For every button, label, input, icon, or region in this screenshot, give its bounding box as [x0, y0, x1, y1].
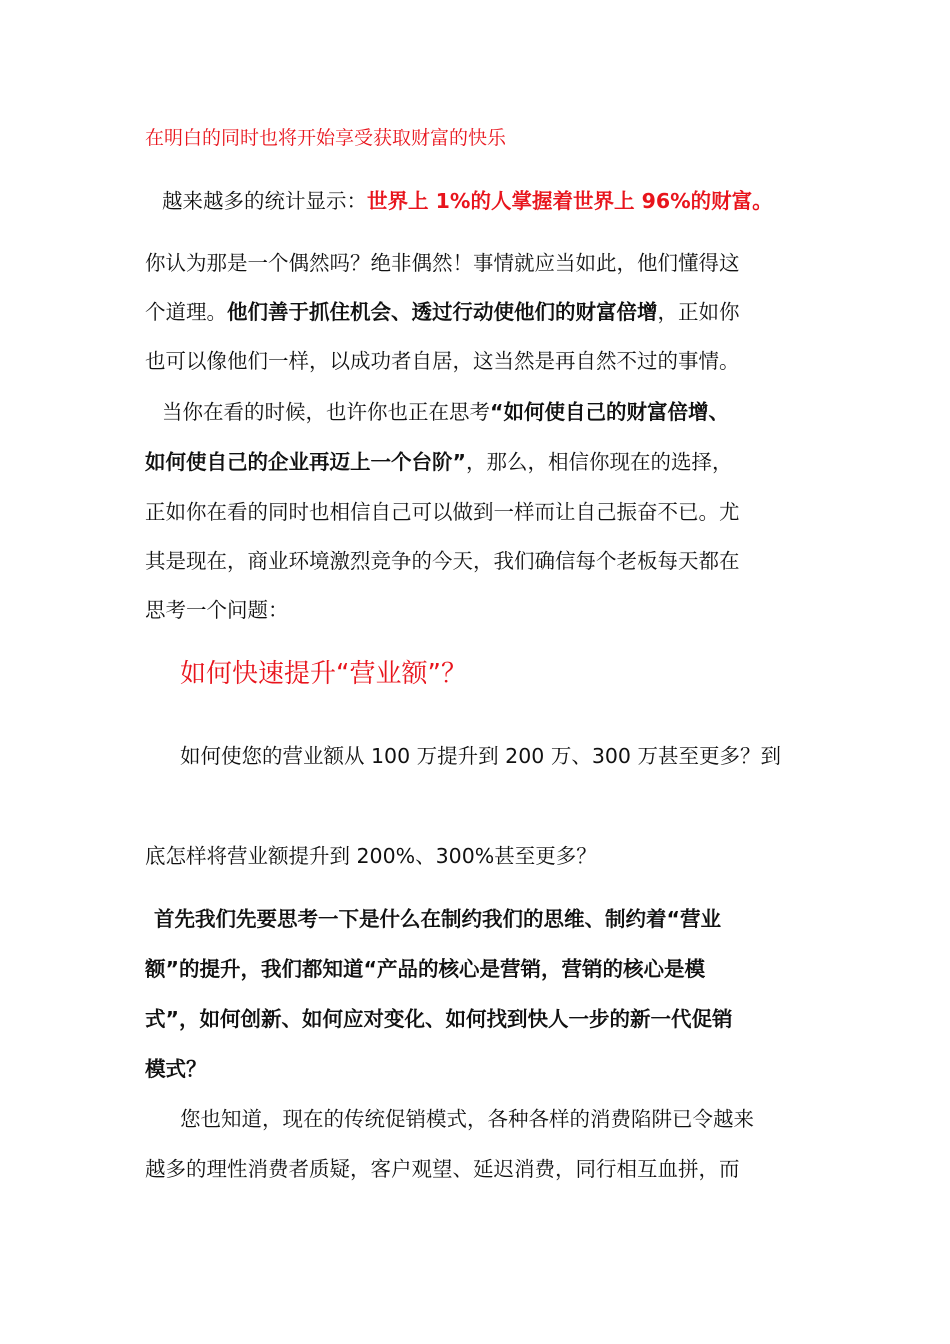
paragraph-line: 越多的理性消费者质疑，客户观望、延迟消费，同行相互血拼，而	[145, 1157, 740, 1181]
text-span: 当你在看的时候，也许你也正在思考	[162, 400, 490, 424]
stat-highlight: 世界上 1%的人掌握着世界上 96%的财富。	[367, 189, 773, 213]
bold-span: 他们善于抓住机会、透过行动使他们的财富倍增	[227, 300, 658, 324]
paragraph-line	[145, 298, 740, 326]
text-span: ，那么，相信你现在的选择，	[465, 450, 733, 474]
question-heading: 如何快速提升“营业额”？	[180, 659, 467, 689]
paragraph-line: 其是现在，商业环境激烈竞争的今天，我们确信每个老板每天都在	[145, 549, 740, 573]
paragraph-line: 模式？	[145, 1057, 207, 1081]
text-span: ，正如你	[657, 300, 740, 324]
paragraph-line	[145, 448, 732, 476]
bold-span: “如何使自己的财富倍增、	[490, 400, 729, 424]
paragraph-line: 你认为那是一个偶然吗？绝非偶然！事情就应当如此，他们懂得这	[145, 251, 740, 275]
stat-paragraph	[162, 187, 773, 215]
paragraph-line: 正如你在看的同时也相信自己可以做到一样而让自己振奋不已。尤	[145, 500, 740, 524]
paragraph-line	[162, 398, 729, 426]
paragraph-line: 您也知道，现在的传统促销模式，各种各样的消费陷阱已令越来	[180, 1107, 754, 1131]
document-title: 在明白的同时也将开始享受获取财富的快乐	[145, 127, 507, 149]
paragraph-line: 额”的提升，我们都知道“产品的核心是营销，营销的核心是模	[145, 957, 705, 981]
text-span: 个道理。	[145, 300, 227, 324]
paragraph-line: 式”，如何创新、如何应对变化、如何找到快人一步的新一代促销	[145, 1007, 733, 1031]
paragraph-line: 如何使您的营业额从 100 万提升到 200 万、300 万甚至更多？到	[180, 744, 781, 768]
paragraph-line: 底怎样将营业额提升到 200%、300%甚至更多？	[145, 844, 597, 868]
paragraph-line: 首先我们先要思考一下是什么在制约我们的思维、制约着“营业	[154, 907, 721, 931]
bold-span: 如何使自己的企业再迈上一个台阶”	[145, 450, 466, 474]
paragraph-line: 也可以像他们一样，以成功者自居，这当然是再自然不过的事情。	[145, 349, 740, 373]
paragraph-line: 思考一个问题：	[145, 598, 289, 622]
stat-prefix: 越来越多的统计显示：	[162, 189, 367, 213]
